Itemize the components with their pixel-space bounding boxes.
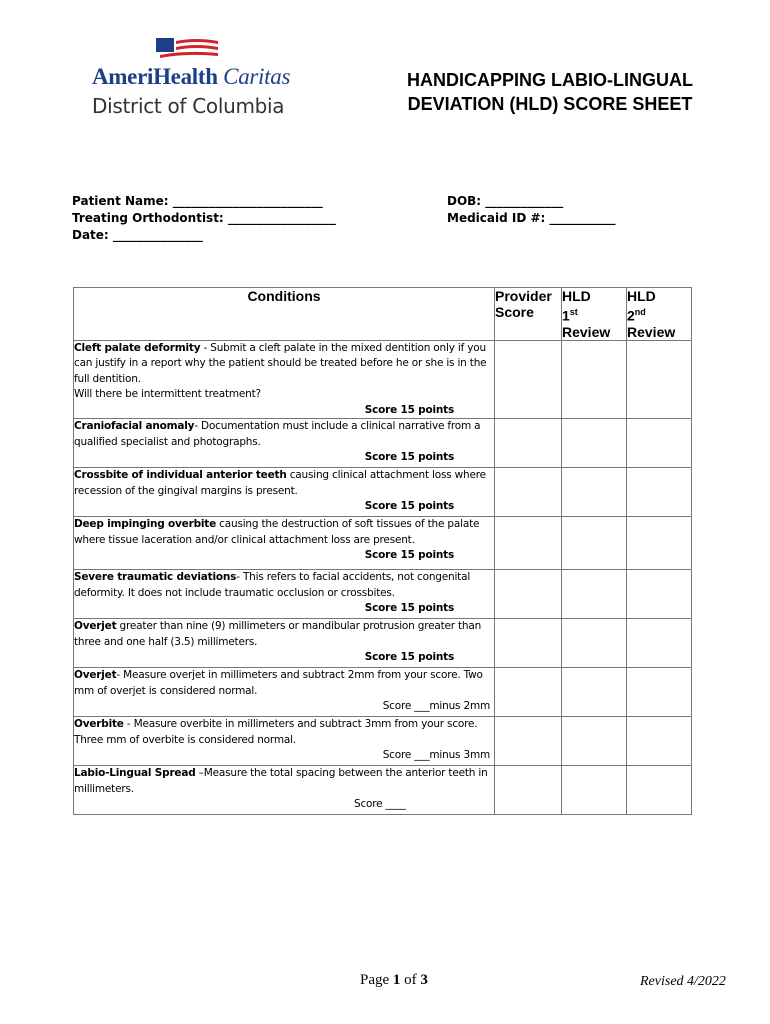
hld-2nd-review-cell[interactable] [627, 766, 692, 815]
score-label: Score ____ [354, 798, 406, 811]
dob-field[interactable]: DOB: _____________ [447, 194, 564, 208]
hld-2nd-review-cell[interactable] [627, 619, 692, 668]
condition-cell: Overjet greater than nine (9) millimeters or mandibular protrusion greater than three and one half (3.5) millimeters. Score 15 points [74, 619, 495, 668]
condition-cell: Severe traumatic deviations- This refers to facial accidents, not congenital deformity. It does not include traumatic occlusion or crossbites. Score 15 points [74, 570, 495, 619]
revision-date: Revised 4/2022 [640, 974, 726, 989]
orthodontist-field[interactable]: Treating Orthodontist: __________________ [72, 211, 336, 225]
provider-score-cell[interactable] [495, 340, 562, 419]
provider-score-cell[interactable] [495, 668, 562, 717]
score-label: Score 15 points [364, 403, 454, 416]
flag-icon [156, 38, 218, 62]
patient-fields [72, 193, 336, 244]
score-label: Score 15 points [364, 451, 454, 464]
brand-region: District of Columbia [92, 94, 285, 118]
score-label: Score 15 points [364, 602, 454, 615]
hld-1st-review-header: HLD 1st Review [562, 288, 627, 341]
condition-row [74, 468, 692, 517]
condition-row [74, 419, 692, 468]
hld-1st-review-cell[interactable] [562, 517, 627, 570]
condition-row [74, 340, 692, 419]
condition-row [74, 766, 692, 815]
score-label: Score ___minus 2mm [382, 700, 490, 713]
hld-2nd-review-cell[interactable] [627, 517, 692, 570]
page-title: HANDICAPPING LABIO-LINGUAL DEVIATION (HLD) SCORE SHEET [407, 70, 693, 114]
medicaid-id-field[interactable]: Medicaid ID #: ___________ [447, 211, 616, 225]
condition-cell: Overjet- Measure overjet in millimeters and subtract 2mm from your score. Two mm of overjet is considered normal. Score ___minus 2mm [74, 668, 495, 717]
table-header-row [74, 288, 692, 341]
score-label: Score 15 points [364, 500, 454, 513]
provider-score-header: Provider Score [495, 288, 562, 341]
date-field[interactable]: Date: _______________ [72, 228, 203, 242]
condition-row [74, 570, 692, 619]
company-logo [90, 34, 310, 124]
hld-2nd-review-cell[interactable] [627, 668, 692, 717]
hld-2nd-review-cell[interactable] [627, 340, 692, 419]
condition-row [74, 619, 692, 668]
hld-2nd-review-cell[interactable] [627, 717, 692, 766]
hld-1st-review-cell[interactable] [562, 468, 627, 517]
condition-row [74, 517, 692, 570]
page-number: Page 1 of 3 [360, 972, 428, 988]
condition-cell: Labio-Lingual Spread –Measure the total spacing between the anterior teeth in millimeters. Score ____ [74, 766, 495, 815]
hld-2nd-review-header: HLD 2nd Review [627, 288, 692, 341]
provider-score-cell[interactable] [495, 570, 562, 619]
score-label: Score 15 points [364, 549, 454, 562]
hld-1st-review-cell[interactable] [562, 668, 627, 717]
hld-1st-review-cell[interactable] [562, 570, 627, 619]
hld-1st-review-cell[interactable] [562, 340, 627, 419]
provider-score-cell[interactable] [495, 619, 562, 668]
hld-2nd-review-cell[interactable] [627, 570, 692, 619]
conditions-header: Conditions [74, 288, 495, 341]
provider-score-cell[interactable] [495, 717, 562, 766]
hld-1st-review-cell[interactable] [562, 619, 627, 668]
id-fields [447, 193, 616, 227]
condition-cell: Deep impinging overbite causing the destruction of soft tissues of the palate where tissue laceration and/or clinical attachment loss are present. Score 15 points [74, 517, 495, 570]
brand-name: AmeriHealth Caritas [92, 64, 291, 89]
condition-cell: Overbite - Measure overbite in millimeters and subtract 3mm from your score. Three mm of overbite is considered normal. Score ___minus 3mm [74, 717, 495, 766]
score-label: Score 15 points [364, 651, 454, 664]
score-label: Score ___minus 3mm [382, 749, 490, 762]
condition-cell: Crossbite of individual anterior teeth causing clinical attachment loss where recession of the gingival margins is present. Score 15 points [74, 468, 495, 517]
hld-1st-review-cell[interactable] [562, 717, 627, 766]
condition-row [74, 668, 692, 717]
provider-score-cell[interactable] [495, 517, 562, 570]
condition-cell: Craniofacial anomaly- Documentation must include a clinical narrative from a qualified specialist and photographs. Score 15 points [74, 419, 495, 468]
condition-cell: Cleft palate deformity - Submit a cleft palate in the mixed dentition only if you can justify in a report why the patient should be treated before he or she is in the full dentition. Will there be intermittent treatment? Score 15 points [74, 340, 495, 419]
hld-2nd-review-cell[interactable] [627, 419, 692, 468]
hld-1st-review-cell[interactable] [562, 766, 627, 815]
hld-2nd-review-cell[interactable] [627, 468, 692, 517]
provider-score-cell[interactable] [495, 468, 562, 517]
condition-row [74, 717, 692, 766]
provider-score-cell[interactable] [495, 766, 562, 815]
provider-score-cell[interactable] [495, 419, 562, 468]
score-table [73, 287, 692, 815]
patient-name-field[interactable]: Patient Name: _________________________ [72, 194, 323, 208]
hld-1st-review-cell[interactable] [562, 419, 627, 468]
